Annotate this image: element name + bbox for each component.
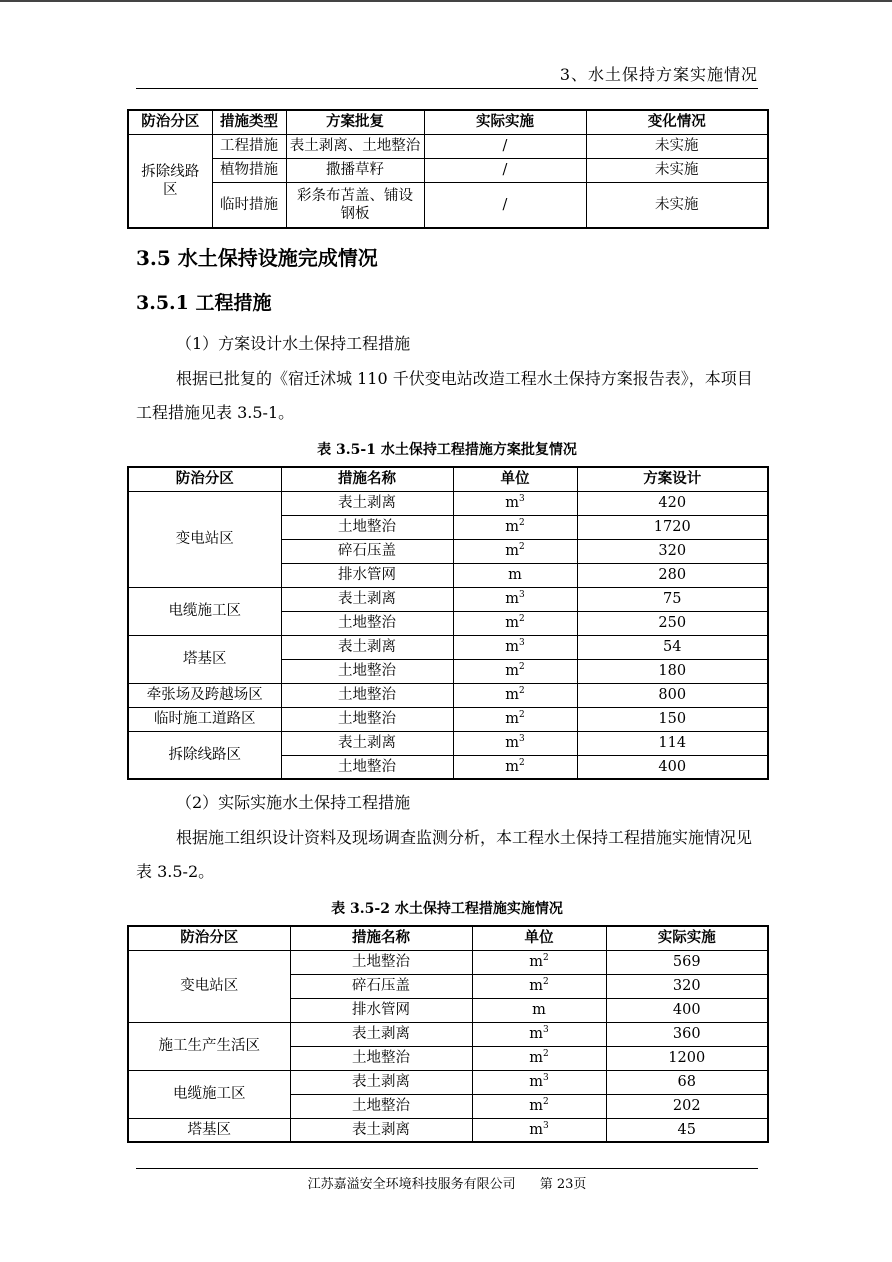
value-cell: 54 bbox=[577, 635, 768, 659]
value-cell: 280 bbox=[577, 563, 768, 587]
table-row bbox=[128, 1022, 768, 1046]
col-header: 措施名称 bbox=[290, 926, 472, 950]
value-cell: 420 bbox=[577, 491, 768, 515]
zone-cell: 拆除线路区 bbox=[128, 731, 281, 779]
value-cell: 250 bbox=[577, 611, 768, 635]
unit-cell: $m^3$ bbox=[453, 635, 577, 659]
actual-cell: / bbox=[424, 134, 586, 158]
value-cell: 150 bbox=[577, 707, 768, 731]
value-cell: 400 bbox=[577, 755, 768, 779]
measure-cell: 土地整治 bbox=[281, 707, 453, 731]
type-cell: 工程措施 bbox=[212, 134, 286, 158]
page-footer bbox=[136, 1168, 758, 1192]
value-cell: 1200 bbox=[606, 1046, 768, 1070]
col-header: 单位 bbox=[472, 926, 606, 950]
unit-cell: $m^2$ bbox=[472, 1046, 606, 1070]
measure-cell: 表土剥离 bbox=[281, 587, 453, 611]
unit-cell: $m^2$ bbox=[453, 539, 577, 563]
table-row bbox=[128, 683, 768, 707]
value-cell: 180 bbox=[577, 659, 768, 683]
table-caption: 表 3.5-1 水土保持工程措施方案批复情况 bbox=[317, 442, 577, 458]
type-cell: 植物措施 bbox=[212, 158, 286, 182]
value-cell: 202 bbox=[606, 1094, 768, 1118]
value-cell: 360 bbox=[606, 1022, 768, 1046]
zone-cell: 拆除线路区 bbox=[128, 134, 212, 228]
unit-cell: m bbox=[453, 563, 577, 587]
col-header: 防治分区 bbox=[128, 467, 281, 491]
col-header: 实际实施 bbox=[606, 926, 768, 950]
value-cell: 1720 bbox=[577, 515, 768, 539]
unit-cell: m bbox=[472, 998, 606, 1022]
table-row bbox=[128, 635, 768, 659]
unit-cell: $m^3$ bbox=[472, 1070, 606, 1094]
unit-cell: $m^2$ bbox=[453, 755, 577, 779]
unit-cell: $m^2$ bbox=[453, 515, 577, 539]
change-cell: 未实施 bbox=[586, 158, 768, 182]
table-row bbox=[128, 731, 768, 755]
zone-cell: 变电站区 bbox=[128, 491, 281, 587]
col-header: 变化情况 bbox=[586, 110, 768, 134]
zone-cell: 牵张场及跨越场区 bbox=[128, 683, 281, 707]
unit-cell: $m^3$ bbox=[453, 731, 577, 755]
paragraph: 根据施工组织设计资料及现场调查监测分析，本工程水土保持工程措施实施情况见表 3.5-2。 bbox=[136, 828, 753, 881]
measure-cell: 表土剥离 bbox=[290, 1070, 472, 1094]
value-cell: 68 bbox=[606, 1070, 768, 1094]
zone-cell: 临时施工道路区 bbox=[128, 707, 281, 731]
table-caption: 表 3.5-2 水土保持工程措施实施情况 bbox=[331, 901, 563, 917]
paragraph: 根据已批复的《宿迁沭城 110 千伏变电站改造工程水土保持方案报告表》，本项目工程措施见表 3.5-1。 bbox=[136, 369, 753, 422]
paragraph: （1）方案设计水土保持工程措施 bbox=[176, 334, 411, 353]
zone-cell: 施工生产生活区 bbox=[128, 1022, 290, 1070]
change-cell: 未实施 bbox=[586, 134, 768, 158]
unit-cell: $m^2$ bbox=[453, 683, 577, 707]
measure-cell: 土地整治 bbox=[281, 611, 453, 635]
actual-measures-table bbox=[127, 925, 769, 1143]
plan-cell: 表土剥离、土地整治 bbox=[286, 134, 424, 158]
footer-company: 江苏嘉溢安全环境科技服务有限公司 bbox=[307, 1177, 516, 1192]
change-cell: 未实施 bbox=[586, 182, 768, 228]
measure-cell: 表土剥离 bbox=[290, 1118, 472, 1142]
section-heading: 3.5 水土保持设施完成情况 bbox=[136, 246, 378, 270]
unit-cell: $m^2$ bbox=[472, 1094, 606, 1118]
value-cell: 320 bbox=[577, 539, 768, 563]
value-cell: 800 bbox=[577, 683, 768, 707]
unit-cell: $m^2$ bbox=[472, 950, 606, 974]
measure-cell: 碎石压盖 bbox=[290, 974, 472, 998]
chapter-title: 3、水土保持方案实施情况 bbox=[559, 65, 758, 84]
measure-cell: 土地整治 bbox=[290, 1046, 472, 1070]
col-header: 措施类型 bbox=[212, 110, 286, 134]
measure-cell: 表土剥离 bbox=[281, 731, 453, 755]
col-header: 单位 bbox=[453, 467, 577, 491]
zone-cell: 塔基区 bbox=[128, 1118, 290, 1142]
value-cell: 45 bbox=[606, 1118, 768, 1142]
type-cell: 临时措施 bbox=[212, 182, 286, 228]
value-cell: 400 bbox=[606, 998, 768, 1022]
zone-cell: 电缆施工区 bbox=[128, 587, 281, 635]
zone-cell: 电缆施工区 bbox=[128, 1070, 290, 1118]
paragraph: （2）实际实施水土保持工程措施 bbox=[176, 793, 411, 812]
measure-cell: 表土剥离 bbox=[281, 491, 453, 515]
value-cell: 75 bbox=[577, 587, 768, 611]
table-row bbox=[128, 950, 768, 974]
actual-cell: / bbox=[424, 182, 586, 228]
measure-cell: 土地整治 bbox=[281, 755, 453, 779]
measure-cell: 土地整治 bbox=[281, 515, 453, 539]
measure-cell: 土地整治 bbox=[281, 659, 453, 683]
value-cell: 114 bbox=[577, 731, 768, 755]
plan-cell: 撒播草籽 bbox=[286, 158, 424, 182]
table-row bbox=[128, 587, 768, 611]
actual-cell: / bbox=[424, 158, 586, 182]
page-header bbox=[136, 58, 758, 89]
table-row bbox=[128, 1070, 768, 1094]
measure-cell: 排水管网 bbox=[281, 563, 453, 587]
measures-change-table bbox=[127, 109, 769, 229]
col-header: 措施名称 bbox=[281, 467, 453, 491]
unit-cell: $m^3$ bbox=[472, 1022, 606, 1046]
measure-cell: 土地整治 bbox=[290, 950, 472, 974]
unit-cell: $m^3$ bbox=[453, 587, 577, 611]
unit-cell: $m^2$ bbox=[453, 659, 577, 683]
unit-cell: $m^2$ bbox=[472, 974, 606, 998]
unit-cell: $m^3$ bbox=[472, 1118, 606, 1142]
plan-cell: 彩条布苫盖、铺设钢板 bbox=[286, 182, 424, 228]
measure-cell: 碎石压盖 bbox=[281, 539, 453, 563]
col-header: 方案批复 bbox=[286, 110, 424, 134]
zone-cell: 塔基区 bbox=[128, 635, 281, 683]
table-row bbox=[128, 491, 768, 515]
measure-cell: 排水管网 bbox=[290, 998, 472, 1022]
table-row bbox=[128, 1118, 768, 1142]
unit-cell: $m^3$ bbox=[453, 491, 577, 515]
measure-cell: 表土剥离 bbox=[290, 1022, 472, 1046]
value-cell: 320 bbox=[606, 974, 768, 998]
zone-cell: 变电站区 bbox=[128, 950, 290, 1022]
measure-cell: 表土剥离 bbox=[281, 635, 453, 659]
unit-cell: $m^2$ bbox=[453, 707, 577, 731]
col-header: 实际实施 bbox=[424, 110, 586, 134]
col-header: 防治分区 bbox=[128, 926, 290, 950]
measure-cell: 土地整治 bbox=[290, 1094, 472, 1118]
col-header: 方案设计 bbox=[577, 467, 768, 491]
approved-measures-table bbox=[127, 466, 769, 780]
col-header: 防治分区 bbox=[128, 110, 212, 134]
subsection-heading: 3.5.1 工程措施 bbox=[136, 292, 272, 314]
top-rule bbox=[0, 0, 892, 2]
unit-cell: $m^2$ bbox=[453, 611, 577, 635]
measure-cell: 土地整治 bbox=[281, 683, 453, 707]
value-cell: 569 bbox=[606, 950, 768, 974]
footer-page: 第 23页 bbox=[539, 1177, 587, 1192]
table-row bbox=[128, 707, 768, 731]
